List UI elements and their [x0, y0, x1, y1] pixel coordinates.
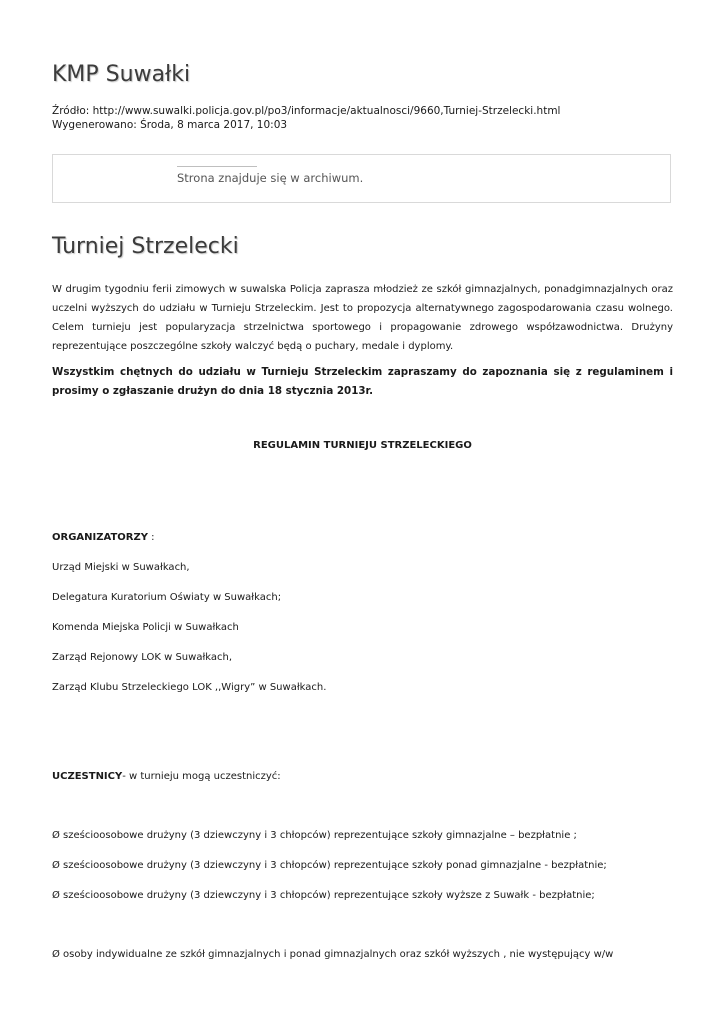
- participants-heading: [52, 771, 281, 782]
- archive-notice-text: Strona znajduje się w archiwum.: [177, 171, 364, 185]
- source-line: Źródło: http://www.suwalki.policja.gov.pl/po3/informacje/aktualnosci/9660,Turniej-Strzelecki.html: [52, 105, 561, 117]
- article-title: Turniej Strzelecki: [52, 234, 239, 259]
- archive-notice-box: [52, 154, 671, 203]
- generated-line: Wygenerowano: Środa, 8 marca 2017, 10:03: [52, 119, 288, 131]
- participant-item: Ø sześcioosobowe drużyny (3 dziewczyny i 3 chłopców) reprezentujące szkoły gimnazjalne – bezpłatnie ;: [52, 830, 577, 841]
- site-title: KMP Suwałki: [52, 62, 191, 87]
- participant-item: Ø osoby indywidualne ze szkół gimnazjalnych i ponad gimnazjalnych oraz szkół wyższych , nie występujący w/w: [52, 949, 614, 960]
- divider: [177, 166, 257, 167]
- participant-item: Ø sześcioosobowe drużyny (3 dziewczyny i 3 chłopców) reprezentujące szkoły wyższe z Suwałk - bezpłatnie;: [52, 890, 595, 901]
- organizer-item: Zarząd Klubu Strzeleckiego LOK ,,Wigry” w Suwałkach.: [52, 682, 327, 693]
- organizers-suffix: :: [147, 532, 155, 543]
- organizer-item: Urząd Miejski w Suwałkach,: [52, 562, 190, 573]
- participants-suffix: - w turnieju mogą uczestniczyć:: [122, 771, 281, 782]
- organizer-item: Delegatura Kuratorium Oświaty w Suwałkach;: [52, 592, 282, 603]
- organizers-heading: [52, 532, 155, 543]
- organizer-item: Zarząd Rejonowy LOK w Suwałkach,: [52, 652, 233, 663]
- regulations-title: REGULAMIN TURNIEJU STRZELECKIEGO: [253, 440, 472, 451]
- invitation-paragraph: Wszystkim chętnych do udziału w Turnieju Strzeleckim zapraszamy do zapoznania się z regulaminem i prosimy o zgłaszanie drużyn do dnia 18 stycznia 2013r.: [52, 366, 673, 397]
- meta-info: [52, 104, 560, 132]
- participants-label: UCZESTNICY: [52, 771, 123, 782]
- intro-paragraph: W drugim tygodniu ferii zimowych w suwalska Policja zaprasza młodzież ze szkół gimnazjalnych, ponadgimnazjalnych oraz uczelni wyższych do udziału w Turnieju Strzeleckim. Jest to propozycja alternatywnego zagospodarowania czasu wolnego. Celem turnieju jest popularyzacja strzelnictwa sportowego i propagowanie zdrowego współzawodnictwa. Drużyny reprezentujące poszczególne szkoły walczyć będą o puchary, medale i dyplomy.: [52, 284, 673, 352]
- organizers-label: ORGANIZATORZY: [52, 532, 148, 543]
- organizer-item: Komenda Miejska Policji w Suwałkach: [52, 622, 239, 633]
- participant-item: Ø sześcioosobowe drużyny (3 dziewczyny i 3 chłopców) reprezentujące szkoły ponad gimnazjalne - bezpłatnie;: [52, 860, 607, 871]
